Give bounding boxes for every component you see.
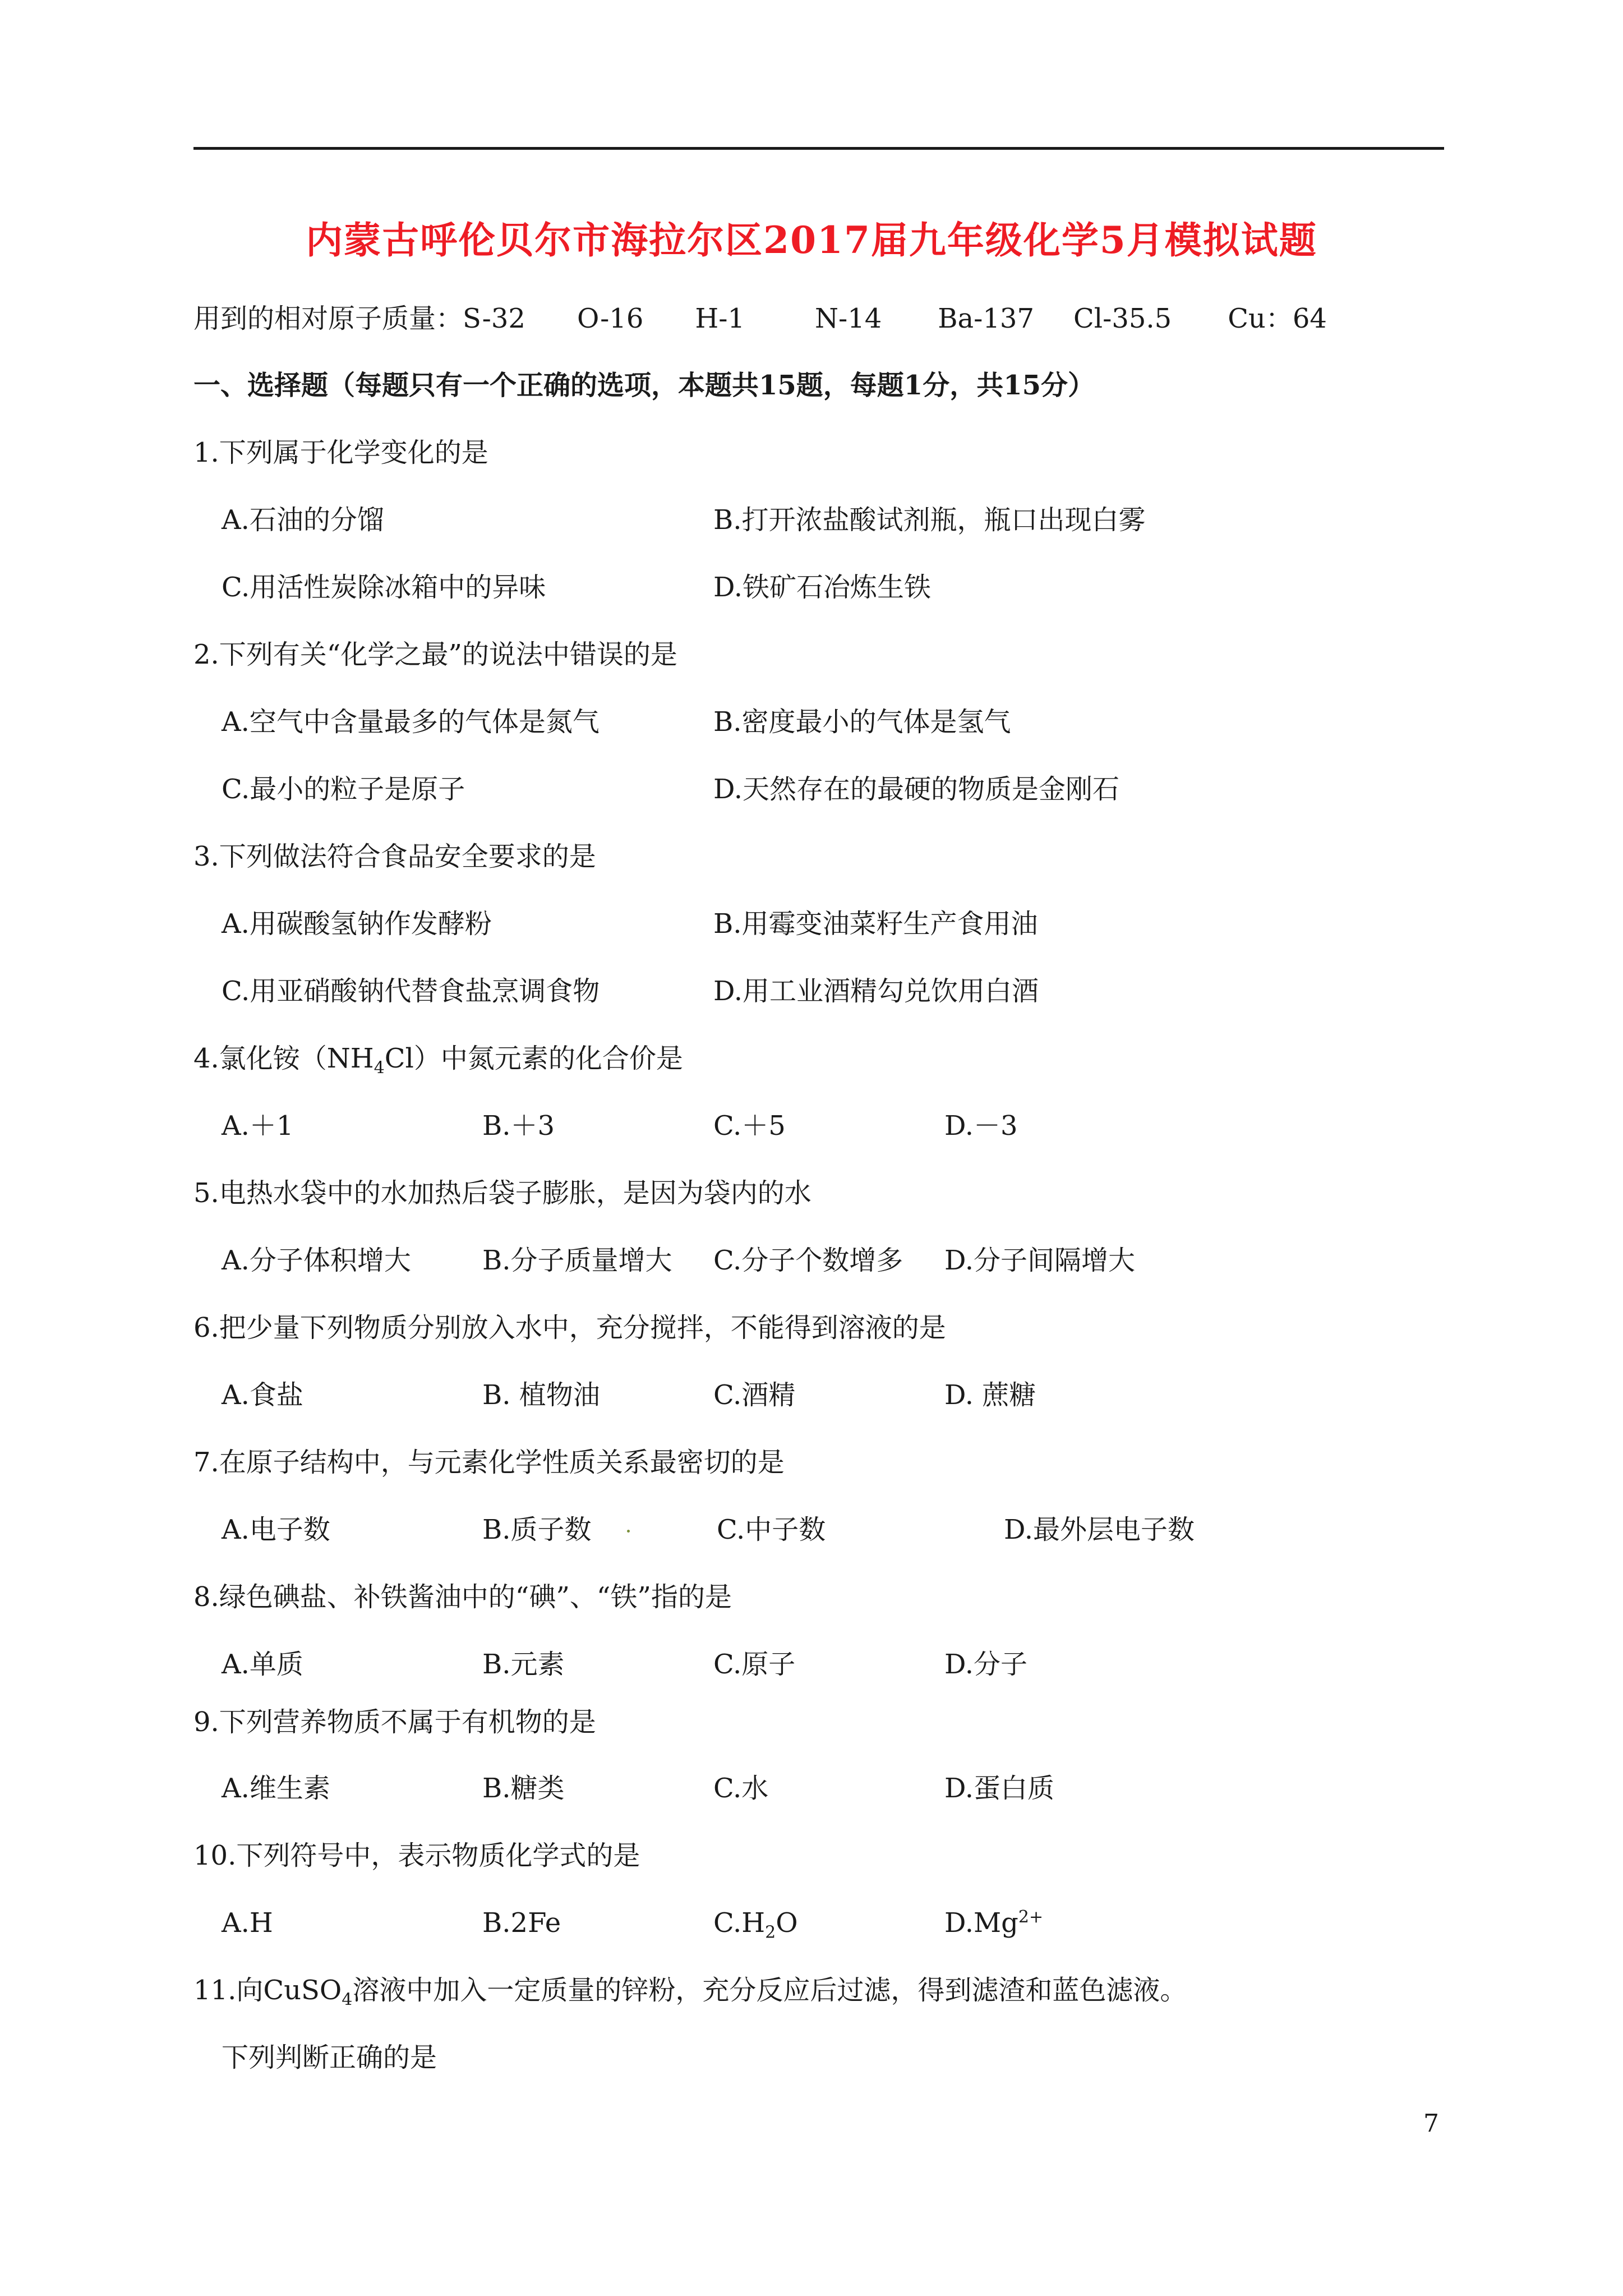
option-c: C.分子个数增多 — [713, 1245, 903, 1276]
option-a: A.电子数 — [222, 1514, 330, 1545]
question-stem: 6.把少量下列物质分别放入水中，充分搅拌，不能得到溶液的是 — [193, 1312, 946, 1343]
stem-text: 4.氯化铵（NH — [193, 1043, 374, 1074]
option-b: B. 植物油 — [482, 1379, 600, 1411]
option-b: B.2Fe — [482, 1907, 561, 1939]
stem-text: 11.向CuSO — [193, 1975, 342, 2006]
option-a: A.单质 — [222, 1649, 303, 1680]
question-stem: 3.下列做法符合食品安全要求的是 — [193, 841, 596, 872]
question-stem: 9.下列营养物质不属于有机物的是 — [193, 1706, 596, 1738]
option-c: C.原子 — [713, 1649, 796, 1680]
stray-dot — [627, 1530, 630, 1533]
option-b: B.元素 — [482, 1649, 565, 1680]
mass-item: Cu：64 — [1228, 303, 1327, 334]
option-a: A.分子体积增大 — [222, 1245, 411, 1276]
option-a: A.食盐 — [222, 1379, 303, 1411]
option-d: D.铁矿石冶炼生铁 — [713, 572, 932, 603]
question-stem: 5.电热水袋中的水加热后袋子膨胀，是因为袋内的水 — [193, 1177, 811, 1209]
question-stem: 1.下列属于化学变化的是 — [193, 437, 488, 468]
option-a: A.维生素 — [222, 1773, 330, 1804]
option-c: C.＋5 — [713, 1110, 786, 1142]
mass-item: N-14 — [814, 303, 882, 334]
question-stem: 2.下列有关“化学之最”的说法中错误的是 — [193, 639, 677, 670]
question-stem — [193, 1973, 1187, 2010]
superscript: 2+ — [1018, 1907, 1044, 1927]
question-stem: 8.绿色碘盐、补铁酱油中的“碘”、“铁”指的是 — [193, 1581, 732, 1613]
atomic-masses-line — [193, 302, 1327, 335]
option-b: B.＋3 — [482, 1110, 555, 1142]
question-stem: 7.在原子结构中，与元素化学性质关系最密切的是 — [193, 1447, 785, 1478]
stem-text: Cl）中氮元素的化合价是 — [384, 1043, 683, 1074]
option-c: C.水 — [713, 1773, 769, 1804]
question-stem-continued: 下列判断正确的是 — [222, 2042, 437, 2073]
header-rule — [193, 147, 1444, 150]
atomic-masses-label: 用到的相对原子质量： — [193, 303, 463, 334]
option-d — [944, 1906, 1043, 1940]
option-d: D.天然存在的最硬的物质是金刚石 — [713, 774, 1120, 805]
option-d: D.分子间隔增大 — [944, 1245, 1136, 1276]
formula-text: C.H — [713, 1907, 766, 1939]
mass-item: S-32 — [463, 303, 525, 334]
option-b: B.质子数 — [482, 1514, 592, 1545]
mass-item: H-1 — [695, 303, 745, 334]
mass-item: O-16 — [577, 303, 644, 334]
option-b: B.密度最小的气体是氢气 — [713, 706, 1011, 738]
section-heading: 一、选择题（每题只有一个正确的选项，本题共15题，每题1分，共15分） — [193, 370, 1095, 401]
formula-text: O — [776, 1907, 798, 1939]
page-title: 内蒙古呼伦贝尔市海拉尔区2017届九年级化学5月模拟试题 — [306, 218, 1317, 262]
option-c — [713, 1906, 798, 1943]
option-d: D.分子 — [944, 1649, 1028, 1680]
option-b: B.分子质量增大 — [482, 1245, 672, 1276]
question-stem — [193, 1042, 683, 1078]
formula-text: D.Mg — [944, 1907, 1018, 1939]
mass-item: Cl-35.5 — [1073, 303, 1172, 334]
option-d: D.最外层电子数 — [1004, 1514, 1195, 1545]
subscript: 4 — [342, 1990, 353, 2010]
page-number: 7 — [1423, 2109, 1439, 2138]
option-a: A.＋1 — [222, 1110, 294, 1142]
option-d: D.用工业酒精勾兑饮用白酒 — [713, 976, 1039, 1007]
option-c: C.用亚硝酸钠代替食盐烹调食物 — [222, 976, 600, 1007]
option-d: D. 蔗糖 — [944, 1379, 1036, 1411]
option-a: A.空气中含量最多的气体是氮气 — [222, 706, 600, 738]
subscript: 2 — [765, 1922, 776, 1943]
stem-text: 溶液中加入一定质量的锌粉，充分反应后过滤，得到滤渣和蓝色滤液。 — [352, 1975, 1187, 2006]
option-c: C.最小的粒子是原子 — [222, 774, 465, 805]
option-a: A.用碳酸氢钠作发酵粉 — [222, 908, 492, 940]
mass-item: Ba-137 — [938, 303, 1035, 334]
option-b: B.用霉变油菜籽生产食用油 — [713, 908, 1038, 940]
subscript: 4 — [374, 1058, 385, 1078]
option-d: D.－3 — [944, 1110, 1018, 1142]
question-stem: 10.下列符号中，表示物质化学式的是 — [193, 1840, 640, 1871]
option-c: C.酒精 — [713, 1379, 796, 1411]
option-b: B.打开浓盐酸试剂瓶，瓶口出现白雾 — [713, 504, 1146, 536]
option-b: B.糖类 — [482, 1773, 565, 1804]
option-a: A.石油的分馏 — [222, 504, 384, 536]
option-a: A.H — [222, 1907, 273, 1939]
option-d: D.蛋白质 — [944, 1773, 1055, 1804]
option-c: C.用活性炭除冰箱中的异味 — [222, 572, 546, 603]
option-c: C.中子数 — [717, 1514, 826, 1545]
